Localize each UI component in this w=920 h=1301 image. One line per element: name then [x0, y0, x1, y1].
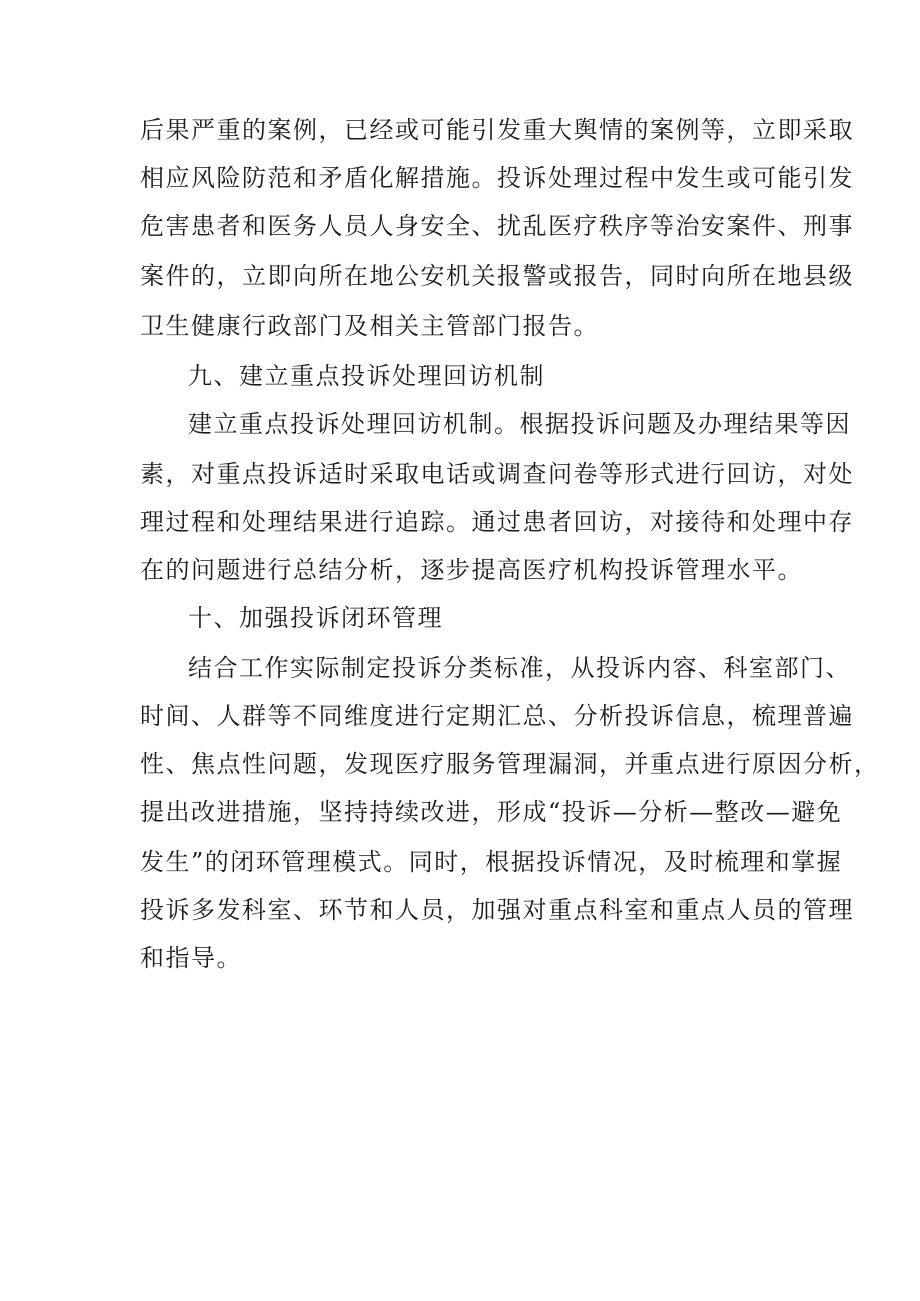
- section-heading-10: 十、加强投诉闭环管理: [188, 604, 443, 632]
- paragraph-line: 后果严重的案例，已经或可能引发重大舆情的案例等，立即采取: [140, 116, 854, 144]
- paragraph-line: 危害患者和医务人员人身安全、扰乱医疗秩序等治安案件、刑事: [140, 212, 854, 240]
- paragraph-line: 提出改进措施，坚持持续改进，形成“投诉—分析—整改—避免: [140, 798, 843, 826]
- paragraph-line: 建立重点投诉处理回访机制。根据投诉问题及办理结果等因: [188, 410, 851, 438]
- paragraph-line: 相应风险防范和矛盾化解措施。投诉处理过程中发生或可能引发: [140, 164, 854, 192]
- paragraph-line: 发生”的闭环管理模式。同时，根据投诉情况，及时梳理和掌握: [140, 848, 843, 876]
- paragraph-line: 时间、人群等不同维度进行定期汇总、分析投诉信息，梳理普遍: [140, 702, 854, 730]
- paragraph-line: 卫生健康行政部门及相关主管部门报告。: [140, 312, 599, 340]
- paragraph-line: 理过程和处理结果进行追踪。通过患者回访，对接待和处理中存: [140, 508, 854, 536]
- paragraph-line: 投诉多发科室、环节和人员，加强对重点科室和重点人员的管理: [140, 896, 854, 924]
- section-heading-9: 九、建立重点投诉处理回访机制: [188, 362, 545, 390]
- paragraph-line: 素，对重点投诉适时采取电话或调查问卷等形式进行回访，对处: [140, 460, 854, 488]
- paragraph-line: 在的问题进行总结分析，逐步提高医疗机构投诉管理水平。: [140, 556, 803, 584]
- paragraph-line: 性、焦点性问题，发现医疗服务管理漏洞，并重点进行原因分析，: [140, 750, 880, 778]
- paragraph-line: 案件的，立即向所在地公安机关报警或报告，同时向所在地县级: [140, 262, 854, 290]
- paragraph-line: 结合工作实际制定投诉分类标准，从投诉内容、科室部门、: [188, 654, 851, 682]
- paragraph-line: 和指导。: [140, 944, 242, 972]
